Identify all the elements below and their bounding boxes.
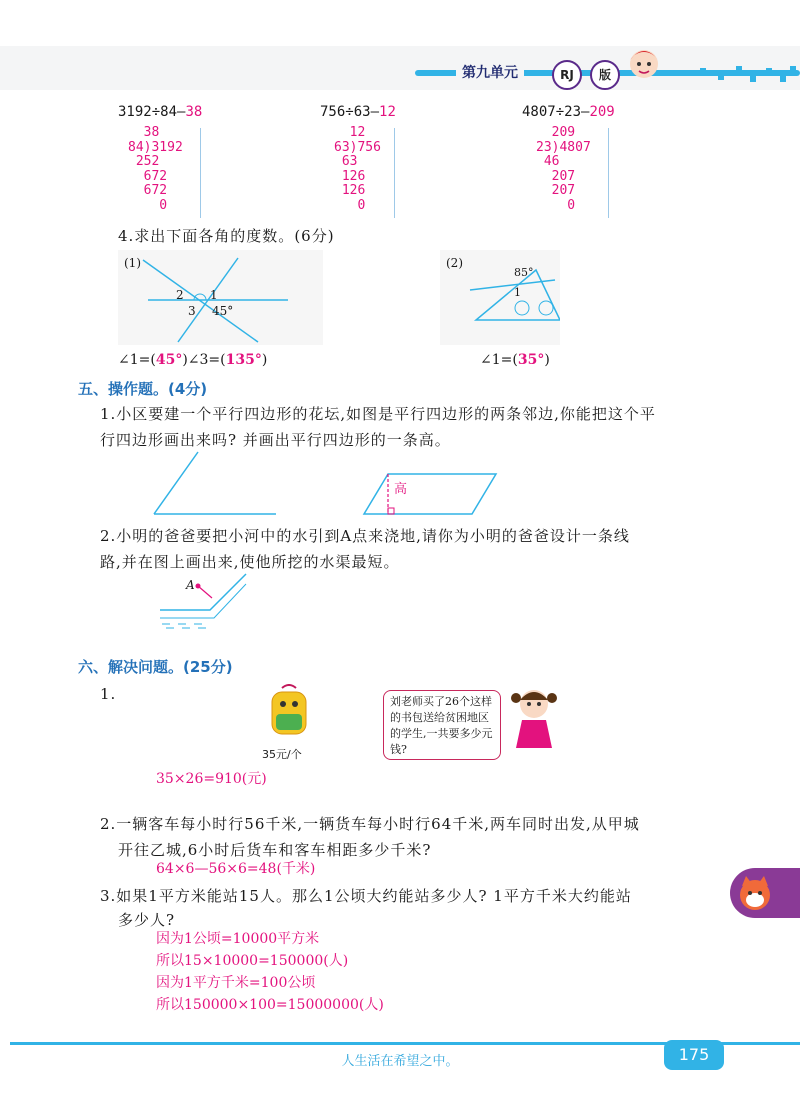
angle-2-label: 2 — [176, 288, 184, 302]
angle-figure-1 — [118, 250, 323, 345]
girl-character-icon — [508, 684, 560, 756]
edition-badge-rj: RJ — [552, 60, 582, 90]
s6-q3-answer-line: 所以150000×100=15000000(人) — [156, 997, 384, 1013]
s6-q3-line2: 多少人? — [118, 911, 176, 929]
division-expr-3: 4807÷23—209 — [522, 104, 615, 120]
section-6-title: 六、解决问题。(25分) — [78, 658, 233, 676]
s6-q3-answer-line: 因为1平方千米=100公顷 — [156, 975, 316, 991]
figure-label: (2) — [446, 256, 463, 270]
section-5-title: 五、操作题。(4分) — [78, 380, 208, 398]
s5-q2-line2: 路,并在图上画出来,使他所挖的水渠最短。 — [100, 553, 400, 571]
long-division-2: 12 63)756 63 126 126 0 — [334, 125, 381, 213]
cartoon-girl-icon — [622, 44, 666, 88]
angle-1-label: 1 — [514, 286, 521, 299]
angle-85-label: 85° — [514, 266, 534, 279]
edition-badge-ban: 版 — [590, 60, 620, 90]
column-divider — [200, 128, 201, 218]
angle-45-label: 45° — [212, 304, 234, 318]
q4-answer-1: ∠1=(45°)∠3=(135°) — [118, 352, 268, 368]
long-division-1: 38 84)3192 252 672 672 0 — [128, 125, 183, 213]
backpack-icon — [266, 684, 312, 740]
s5-q1-line1: 1.小区要建一个平行四边形的花坛,如图是平行四边形的两条邻边,你能把这个平 — [100, 405, 656, 423]
column-divider — [608, 128, 609, 218]
s6-q2-answer: 64×6—56×6=48(千米) — [156, 861, 316, 877]
adjacent-sides-figure — [150, 450, 280, 520]
s6-q3-answer-line: 因为1公顷=10000平方米 — [156, 931, 320, 947]
q4-answer-2: ∠1=(35°) — [480, 352, 550, 368]
division-expr-2: 756÷63—12 — [320, 104, 396, 120]
s6-q1-answer: 35×26=910(元) — [156, 771, 267, 787]
s5-q2-line1: 2.小明的爸爸要把小河中的水引到A点来浇地,请你为小明的爸爸设计一条线 — [100, 527, 630, 545]
footer-slogan: 人生活在希望之中。 — [341, 1054, 459, 1069]
unit-title: 第九单元 — [456, 62, 524, 82]
height-label: 高 — [394, 482, 408, 497]
s6-q2-line2: 开往乙城,6小时后货车和客车相距多少千米? — [118, 841, 432, 859]
s6-q3-line1: 3.如果1平方米能站15人。那么1公顷大约能站多少人? 1平方千米大约能站 — [100, 887, 632, 905]
long-division-3: 209 23)4807 46 207 207 0 — [536, 125, 591, 213]
price-label: 35元/个 — [262, 748, 302, 761]
point-a-label: A — [186, 578, 195, 592]
fox-mascot-icon — [736, 874, 774, 912]
s5-q1-line2: 行四边形画出来吗? 并画出平行四边形的一条高。 — [100, 431, 451, 449]
q4-title: 4.求出下面各角的度数。(6分) — [118, 227, 335, 245]
parallelogram-figure — [360, 470, 500, 518]
angle-3-label: 3 — [188, 304, 196, 318]
river-figure — [150, 570, 250, 632]
column-divider — [394, 128, 395, 218]
page-number: 175 — [664, 1040, 724, 1070]
s6-q2-line1: 2.一辆客车每小时行56千米,一辆货车每小时行64千米,两车同时出发,从甲城 — [100, 815, 640, 833]
speech-bubble: 刘老师买了26个这样的书包送给贫困地区的学生,一共要多少元钱? — [383, 690, 501, 760]
angle-figure-2 — [440, 250, 560, 345]
figure-label: (1) — [124, 256, 141, 270]
s6-q3-answer-line: 所以15×10000=150000(人) — [156, 953, 349, 969]
division-expr-1: 3192÷84—38 — [118, 104, 203, 120]
angle-1-label: 1 — [210, 288, 218, 302]
s6-q1-number: 1. — [100, 685, 117, 703]
